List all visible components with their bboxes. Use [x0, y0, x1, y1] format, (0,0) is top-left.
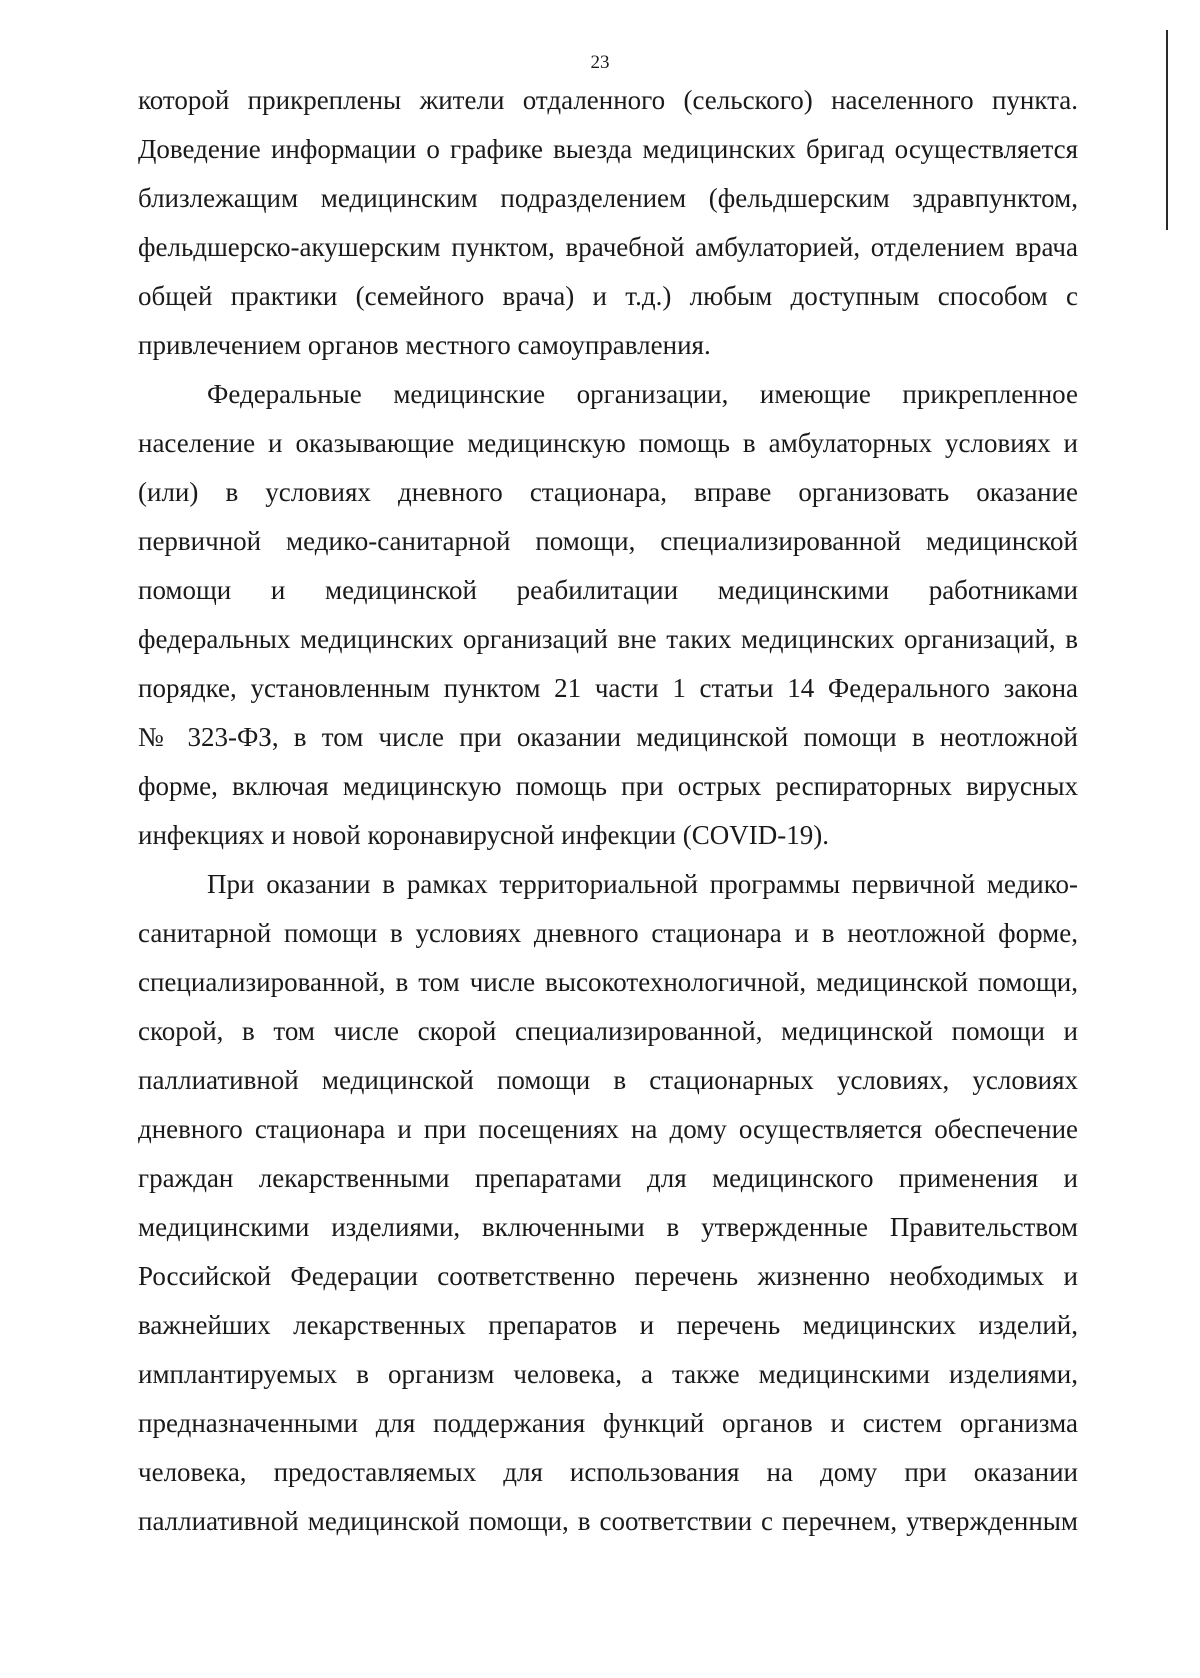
text-line: № 323-ФЗ, в том числе при оказании медицинской помощи в неотложной [138, 722, 1078, 752]
text-line: привлечением органов местного самоуправления. [138, 330, 711, 360]
paragraph [138, 370, 1078, 860]
text-line: медицинскими изделиями, включенными в утвержденные Правительством [138, 1212, 1078, 1242]
text-line: форме, включая медицинскую помощь при острых респираторных вирусных [138, 771, 1078, 801]
text-line: Доведение информации о графике выезда медицинских бригад осуществляется [138, 134, 1078, 164]
text-line: скорой, в том числе скорой специализированной, медицинской помощи и [138, 1016, 1078, 1046]
text-line: Российской Федерации соответственно перечень жизненно необходимых и [138, 1261, 1078, 1291]
text-line: важнейших лекарственных препаратов и перечень медицинских изделий, [138, 1310, 1078, 1340]
document-body [138, 76, 1078, 1546]
text-line: человека, предоставляемых для использования на дому при оказании [138, 1457, 1078, 1487]
text-line: которой прикреплены жители отдаленного (сельского) населенного пункта. [138, 85, 1078, 115]
paragraph [138, 860, 1078, 1546]
text-line: паллиативной медицинской помощи, в соответствии с перечнем, утвержденным [138, 1506, 1078, 1536]
text-line: (или) в условиях дневного стационара, вправе организовать оказание [138, 477, 1078, 507]
text-line: общей практики (семейного врача) и т.д.) любым доступным способом с [138, 281, 1078, 311]
text-line: дневного стационара и при посещениях на дому осуществляется обеспечение [138, 1114, 1078, 1144]
text-line: При оказании в рамках территориальной программы первичной медико- [207, 869, 1078, 899]
text-line: федеральных медицинских организаций вне таких медицинских организаций, в [138, 624, 1078, 654]
text-line: имплантируемых в организм человека, а также медицинскими изделиями, [138, 1359, 1078, 1389]
text-line: первичной медико-санитарной помощи, специализированной медицинской [138, 526, 1078, 556]
text-line: инфекциях и новой коронавирусной инфекции (COVID-19). [138, 820, 829, 850]
text-line: помощи и медицинской реабилитации медицинскими работниками [138, 575, 1078, 605]
text-line: предназначенными для поддержания функций органов и систем организма [138, 1408, 1078, 1438]
text-line: паллиативной медицинской помощи в стационарных условиях, условиях [138, 1065, 1078, 1095]
paragraph [138, 76, 1078, 370]
text-line: Федеральные медицинские организации, имеющие прикрепленное [207, 379, 1078, 409]
text-line: население и оказывающие медицинскую помощь в амбулаторных условиях и [138, 428, 1078, 458]
page-number: 23 [590, 52, 610, 73]
text-line: порядке, установленным пунктом 21 части 1 статьи 14 Федерального закона [138, 673, 1078, 703]
text-line: близлежащим медицинским подразделением (фельдшерским здравпунктом, [138, 183, 1078, 213]
text-line: специализированной, в том числе высокотехнологичной, медицинской помощи, [138, 967, 1078, 997]
text-line: граждан лекарственными препаратами для медицинского применения и [138, 1163, 1078, 1193]
text-line: фельдшерско-акушерским пунктом, врачебной амбулаторией, отделением врача [138, 232, 1078, 262]
text-line: санитарной помощи в условиях дневного стационара и в неотложной форме, [138, 918, 1078, 948]
